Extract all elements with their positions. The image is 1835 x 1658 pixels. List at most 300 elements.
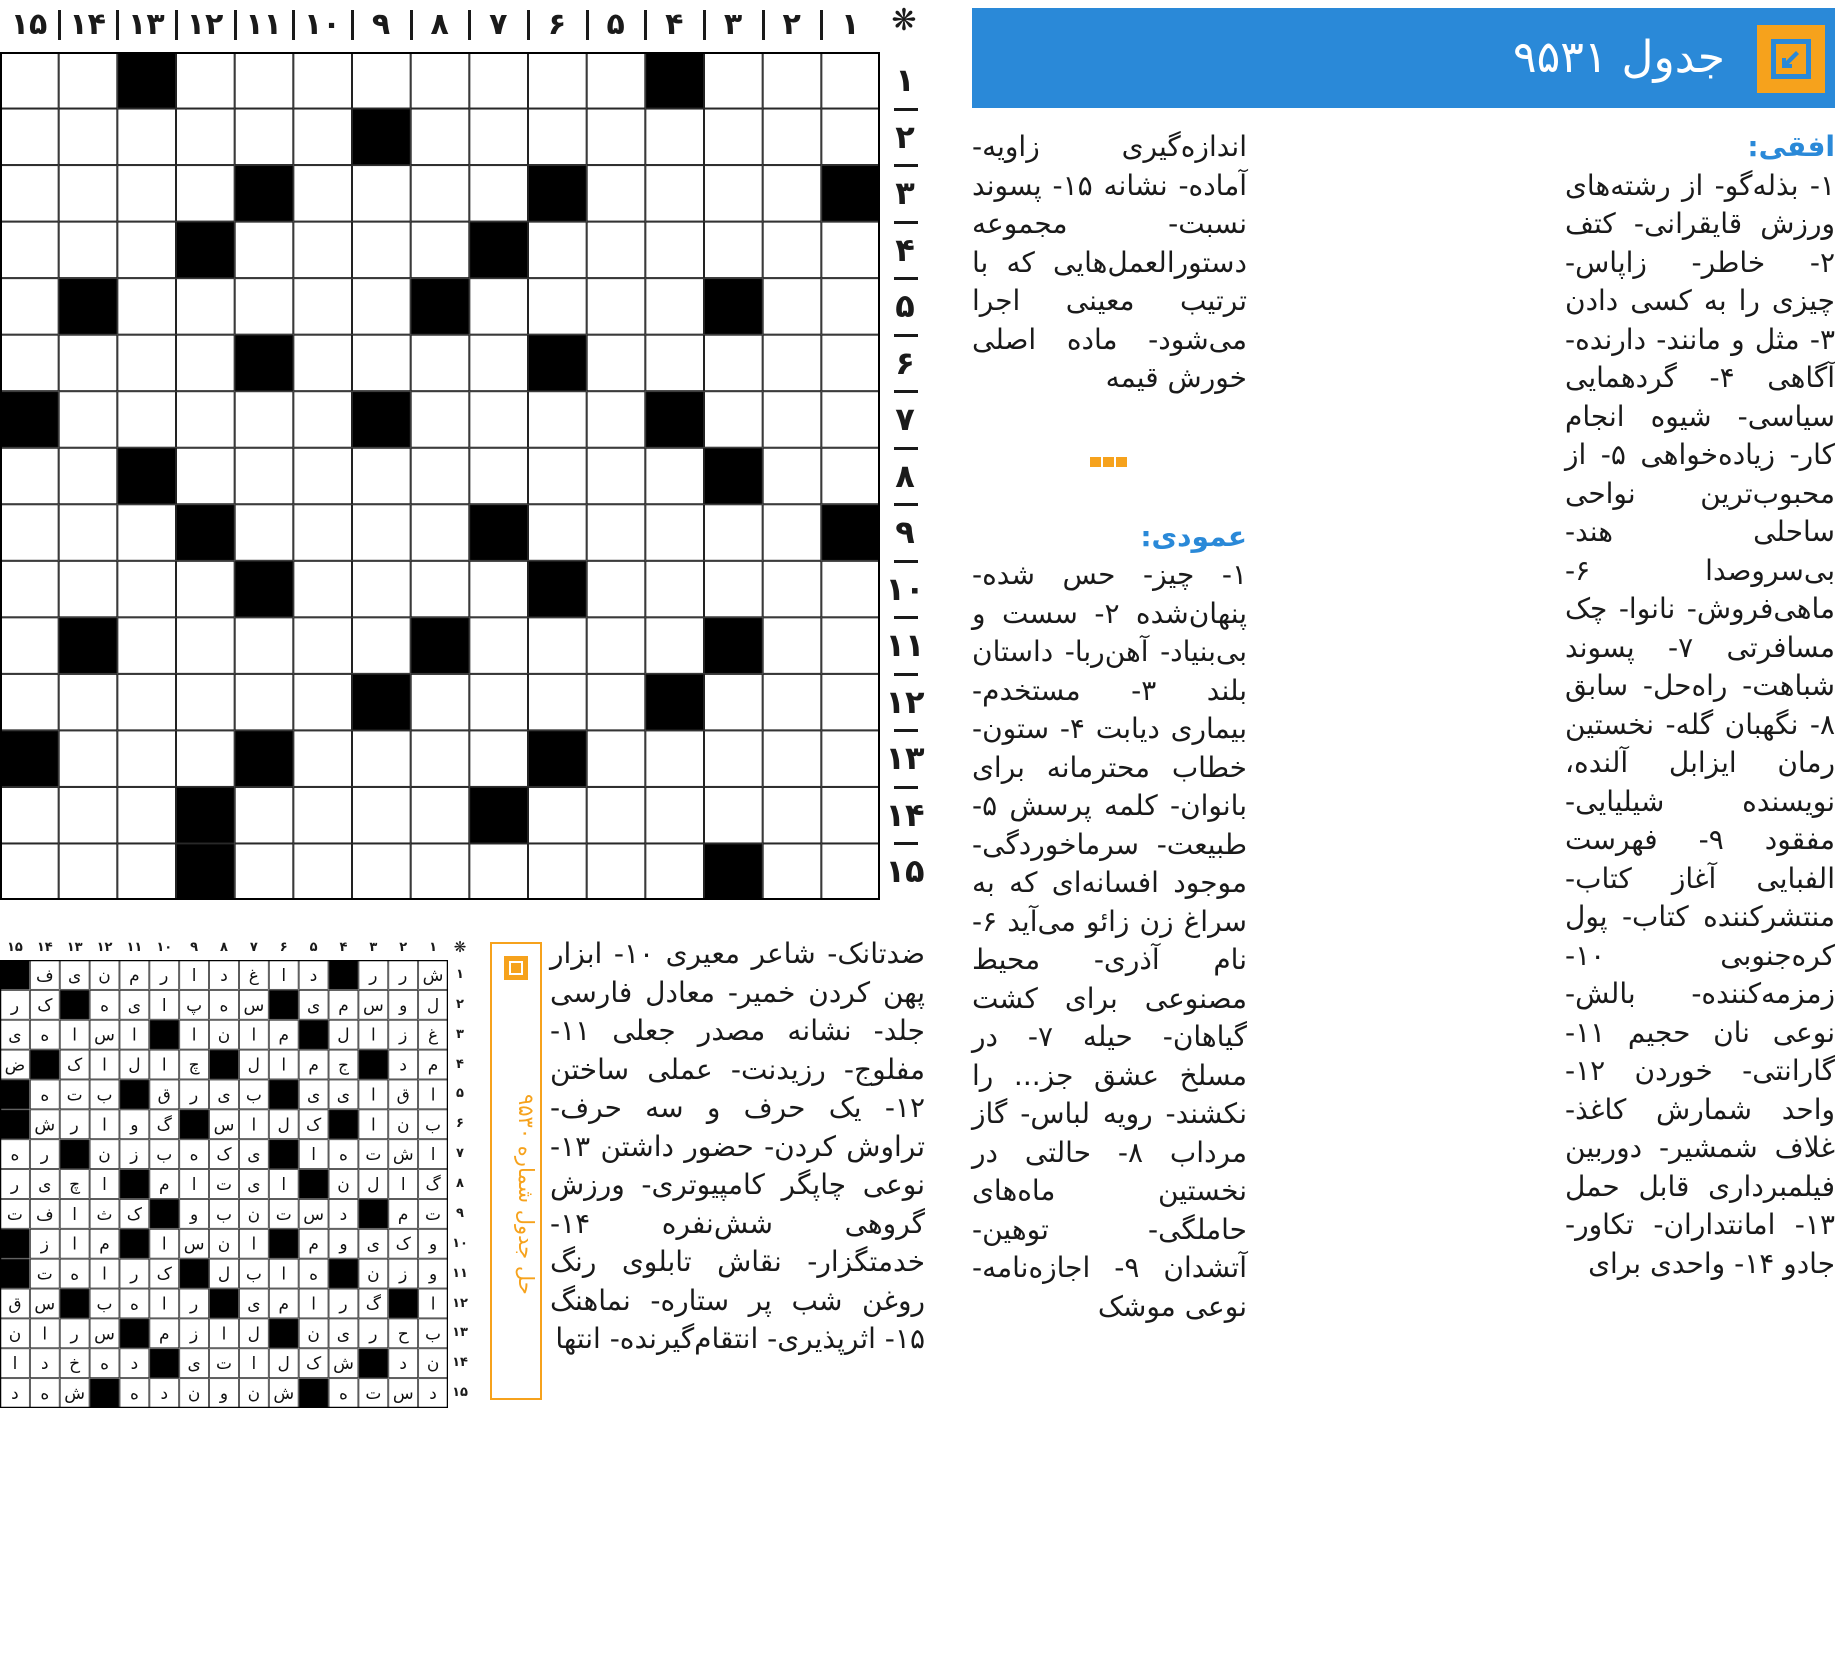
grid-cell[interactable] bbox=[763, 618, 821, 674]
solution-letter: ا bbox=[311, 1145, 316, 1166]
grid-cell[interactable] bbox=[1, 166, 59, 222]
grid-cell[interactable] bbox=[470, 561, 528, 617]
grid-cell[interactable] bbox=[177, 166, 235, 222]
grid-cell[interactable] bbox=[118, 787, 176, 843]
grid-cell[interactable] bbox=[822, 392, 880, 448]
grid-cell[interactable] bbox=[822, 53, 880, 109]
grid-cell[interactable] bbox=[177, 392, 235, 448]
grid-cell[interactable] bbox=[59, 392, 117, 448]
grid-cell[interactable] bbox=[1, 844, 59, 900]
grid-cell[interactable] bbox=[411, 505, 469, 561]
solution-letter: ا bbox=[132, 1025, 137, 1046]
solution-letter: گ bbox=[365, 1294, 381, 1315]
grid-cell[interactable] bbox=[411, 674, 469, 730]
grid-cell[interactable] bbox=[763, 448, 821, 504]
grid-cell[interactable] bbox=[353, 731, 411, 787]
grid-cell[interactable] bbox=[705, 53, 763, 109]
grid-cell[interactable] bbox=[353, 53, 411, 109]
grid-cell[interactable] bbox=[529, 505, 587, 561]
corner-arrow-icon bbox=[504, 956, 528, 980]
grid-cell[interactable] bbox=[177, 335, 235, 391]
column-number: ۳ bbox=[723, 7, 743, 42]
grid-cell[interactable] bbox=[177, 561, 235, 617]
grid-cell[interactable] bbox=[353, 505, 411, 561]
grid-cell[interactable] bbox=[822, 787, 880, 843]
solution-column-number: ۱۳ bbox=[66, 940, 83, 955]
grid-cell[interactable] bbox=[763, 561, 821, 617]
grid-cell[interactable] bbox=[763, 279, 821, 335]
grid-cell[interactable] bbox=[1, 53, 59, 109]
column-separator bbox=[468, 10, 471, 40]
grid-cell[interactable] bbox=[763, 674, 821, 730]
grid-cell[interactable] bbox=[59, 335, 117, 391]
grid-cell[interactable] bbox=[294, 222, 352, 278]
solution-letter: ا bbox=[72, 1025, 78, 1046]
grid-cell[interactable] bbox=[705, 561, 763, 617]
grid-cell[interactable] bbox=[118, 166, 176, 222]
grid-cell[interactable] bbox=[822, 618, 880, 674]
solution-letter: ل bbox=[247, 1055, 261, 1076]
solution-letter: ن bbox=[247, 1384, 261, 1405]
grid-cell[interactable] bbox=[294, 392, 352, 448]
grid-cell[interactable] bbox=[763, 505, 821, 561]
solution-letter: ن bbox=[8, 1324, 22, 1345]
grid-cell[interactable] bbox=[294, 53, 352, 109]
solution-letter: ر bbox=[369, 1324, 378, 1345]
grid-cell[interactable] bbox=[529, 787, 587, 843]
solution-black-cell bbox=[1, 1259, 30, 1288]
grid-cell[interactable] bbox=[59, 505, 117, 561]
row-separator bbox=[894, 334, 918, 337]
black-cell bbox=[470, 222, 528, 278]
column-number: ۹ bbox=[371, 7, 391, 42]
row-number: ۱۲ bbox=[885, 682, 925, 721]
grid-cell[interactable] bbox=[118, 561, 176, 617]
grid-cell[interactable] bbox=[646, 731, 704, 787]
grid-board bbox=[0, 52, 880, 900]
solution-letter: ی bbox=[187, 1354, 201, 1375]
solution-letter: ت bbox=[365, 1145, 382, 1166]
solution-black-cell bbox=[269, 990, 298, 1019]
solution-black-cell bbox=[120, 1319, 149, 1348]
grid-cell[interactable] bbox=[529, 392, 587, 448]
grid-cell[interactable] bbox=[470, 844, 528, 900]
grid-cell[interactable] bbox=[177, 618, 235, 674]
black-cell bbox=[705, 448, 763, 504]
row-number: ۴ bbox=[895, 230, 915, 269]
grid-cell[interactable] bbox=[529, 222, 587, 278]
grid-cell[interactable] bbox=[822, 731, 880, 787]
solution-letter: ت bbox=[275, 1204, 292, 1225]
row-separator bbox=[894, 108, 918, 111]
solution-column-number: ۴ bbox=[339, 940, 348, 955]
grid-cell[interactable] bbox=[646, 279, 704, 335]
grid-cell[interactable] bbox=[235, 109, 293, 165]
solution-letter: د bbox=[160, 1384, 169, 1405]
solution-letter: ی bbox=[336, 1085, 351, 1106]
grid-cell[interactable] bbox=[470, 674, 528, 730]
grid-cell[interactable] bbox=[529, 279, 587, 335]
grid-cell[interactable] bbox=[763, 109, 821, 165]
grid-cell[interactable] bbox=[470, 392, 528, 448]
grid-cell[interactable] bbox=[587, 109, 645, 165]
solution-black-cell bbox=[329, 1259, 358, 1288]
grid-cell[interactable] bbox=[353, 618, 411, 674]
grid-cell[interactable] bbox=[705, 222, 763, 278]
solution-letter: غ bbox=[248, 965, 259, 986]
solution-letter: ق bbox=[8, 1294, 22, 1315]
grid-cell[interactable] bbox=[59, 109, 117, 165]
grid-cell[interactable] bbox=[822, 335, 880, 391]
grid-cell[interactable] bbox=[1, 787, 59, 843]
grid-cell[interactable] bbox=[118, 222, 176, 278]
grid-cell[interactable] bbox=[470, 279, 528, 335]
grid-cell[interactable] bbox=[235, 787, 293, 843]
grid-cell[interactable] bbox=[294, 279, 352, 335]
grid-cell[interactable] bbox=[294, 166, 352, 222]
solution-letter: ز bbox=[399, 1264, 408, 1285]
grid-cell[interactable] bbox=[587, 731, 645, 787]
grid-cell[interactable] bbox=[1, 505, 59, 561]
grid-cell[interactable] bbox=[59, 53, 117, 109]
grid-cell[interactable] bbox=[177, 279, 235, 335]
grid-cell[interactable] bbox=[470, 109, 528, 165]
row-number: ۸ bbox=[895, 456, 915, 495]
grid-cell[interactable] bbox=[587, 674, 645, 730]
solution-column-number: ۱ bbox=[429, 940, 438, 955]
grid-cell[interactable] bbox=[177, 109, 235, 165]
solution-black-cell bbox=[150, 1349, 179, 1378]
grid-cell[interactable] bbox=[587, 222, 645, 278]
grid-cell[interactable] bbox=[529, 674, 587, 730]
grid-cell[interactable] bbox=[294, 561, 352, 617]
solution-letter: ی bbox=[217, 1085, 231, 1106]
grid-cell[interactable] bbox=[177, 731, 235, 787]
grid-cell[interactable] bbox=[353, 222, 411, 278]
grid-cell[interactable] bbox=[118, 674, 176, 730]
black-cell bbox=[177, 222, 235, 278]
black-cell bbox=[235, 561, 293, 617]
solution-letter: ی bbox=[336, 1324, 351, 1345]
solution-row-number: ۱۲ bbox=[452, 1295, 468, 1311]
across-clues-column bbox=[1565, 128, 1835, 1283]
grid-cell[interactable] bbox=[411, 787, 469, 843]
solution-letter: ی bbox=[306, 1085, 321, 1106]
row-separator bbox=[894, 786, 918, 789]
grid-cell[interactable] bbox=[235, 505, 293, 561]
grid-cell[interactable] bbox=[235, 222, 293, 278]
grid-cell[interactable] bbox=[705, 335, 763, 391]
solution-letter: ی bbox=[366, 1234, 380, 1255]
grid-cell[interactable] bbox=[587, 618, 645, 674]
grid-cell[interactable] bbox=[822, 448, 880, 504]
grid-cell[interactable] bbox=[470, 731, 528, 787]
solution-letter: س bbox=[34, 1294, 56, 1315]
grid-cell[interactable] bbox=[294, 731, 352, 787]
solution-row-number: ۱۴ bbox=[452, 1355, 468, 1371]
grid-cell[interactable] bbox=[1, 561, 59, 617]
grid-cell[interactable] bbox=[1, 448, 59, 504]
grid-cell[interactable] bbox=[646, 166, 704, 222]
grid-cell[interactable] bbox=[59, 166, 117, 222]
grid-cell[interactable] bbox=[587, 505, 645, 561]
grid-cell[interactable] bbox=[411, 109, 469, 165]
solution-letter: و bbox=[399, 995, 408, 1016]
black-cell bbox=[529, 335, 587, 391]
solution-black-cell bbox=[359, 1349, 388, 1378]
grid-cell[interactable] bbox=[118, 618, 176, 674]
grid-cell[interactable] bbox=[763, 335, 821, 391]
grid-cell[interactable] bbox=[59, 787, 117, 843]
grid-cell[interactable] bbox=[587, 392, 645, 448]
grid-cell[interactable] bbox=[822, 109, 880, 165]
solution-letter: م bbox=[278, 1294, 289, 1315]
solution-letter: ک bbox=[37, 995, 53, 1016]
solution-black-cell bbox=[60, 1289, 89, 1318]
solution-letter: ت bbox=[36, 1264, 53, 1285]
grid-cell[interactable] bbox=[705, 787, 763, 843]
solution-letter: س bbox=[243, 995, 265, 1016]
grid-cell[interactable] bbox=[705, 392, 763, 448]
black-cell bbox=[411, 618, 469, 674]
grid-cell[interactable] bbox=[587, 561, 645, 617]
grid-cell[interactable] bbox=[59, 731, 117, 787]
black-cell bbox=[705, 279, 763, 335]
solution-letter: ک bbox=[305, 1115, 322, 1136]
solution-letter: گ bbox=[156, 1115, 172, 1136]
grid-cell[interactable] bbox=[1, 618, 59, 674]
row-number: ۲ bbox=[895, 117, 915, 156]
solution-letter: ا bbox=[42, 1324, 48, 1345]
grid-cell[interactable] bbox=[59, 448, 117, 504]
grid-cell[interactable] bbox=[646, 109, 704, 165]
solution-letter: ا bbox=[251, 1354, 257, 1375]
grid-cell[interactable] bbox=[353, 561, 411, 617]
grid-cell[interactable] bbox=[411, 335, 469, 391]
solution-letter: س bbox=[213, 1115, 235, 1136]
grid-cell[interactable] bbox=[1, 674, 59, 730]
grid-cell[interactable] bbox=[353, 844, 411, 900]
grid-cell[interactable] bbox=[646, 448, 704, 504]
grid-cell[interactable] bbox=[1, 222, 59, 278]
solution-letter: ش bbox=[392, 1145, 414, 1166]
down-clues-continued: ضدتانک- شاعر معیری ۱۰- ابزار پهن کردن خمیر- معادل فارسی جلد- نشانه مصدر جعلی ۱۱- مفلوج- رزیدنت- عملی ساختن ۱۲- یک حرف و سه حرف- تراوش کردن- حضور داشتن ۱۳- نوعی چاپگر کامپیوتری- ورزش گروهی شش‌نفره ۱۴- خدمتگزار- نقاش تابلوی رنگ روغن شب پر ستاره- نماهنگ ۱۵- اثرپذیری- انتقام‌گیرنده- انتها bbox=[550, 937, 925, 1355]
grid-cell[interactable] bbox=[1, 279, 59, 335]
grid-cell[interactable] bbox=[763, 844, 821, 900]
grid-cell[interactable] bbox=[294, 618, 352, 674]
grid-cell[interactable] bbox=[587, 279, 645, 335]
grid-cell[interactable] bbox=[646, 335, 704, 391]
grid-cell[interactable] bbox=[646, 844, 704, 900]
grid-cell[interactable] bbox=[705, 166, 763, 222]
grid-cell[interactable] bbox=[118, 844, 176, 900]
solution-letter: ی bbox=[247, 1145, 261, 1166]
grid-cell[interactable] bbox=[529, 109, 587, 165]
grid-cell[interactable] bbox=[235, 279, 293, 335]
grid-cell[interactable] bbox=[470, 618, 528, 674]
row-numbers bbox=[880, 52, 930, 900]
grid-cell[interactable] bbox=[118, 392, 176, 448]
solution-black-cell bbox=[120, 1229, 149, 1258]
grid-cell[interactable] bbox=[763, 166, 821, 222]
solution-letter: ن bbox=[98, 1145, 111, 1166]
grid-cell[interactable] bbox=[294, 844, 352, 900]
solution-grid bbox=[0, 938, 472, 1408]
column-number: ۲ bbox=[782, 7, 801, 42]
solution-letter: ی bbox=[68, 965, 82, 986]
grid-cell[interactable] bbox=[235, 448, 293, 504]
grid-cell[interactable] bbox=[59, 561, 117, 617]
grid-cell[interactable] bbox=[529, 448, 587, 504]
solution-letter: پ bbox=[186, 995, 203, 1016]
solution-black-cell bbox=[120, 1080, 149, 1109]
grid-cell[interactable] bbox=[353, 448, 411, 504]
grid-cell[interactable] bbox=[411, 731, 469, 787]
grid-cell[interactable] bbox=[822, 222, 880, 278]
grid-cell[interactable] bbox=[705, 505, 763, 561]
grid-cell[interactable] bbox=[411, 392, 469, 448]
grid-cell[interactable] bbox=[59, 222, 117, 278]
solution-letter: د bbox=[429, 1384, 437, 1405]
grid-cell[interactable] bbox=[763, 392, 821, 448]
solution-letter: ب bbox=[425, 1115, 442, 1136]
grid-cell[interactable] bbox=[587, 166, 645, 222]
solution-letter: ا bbox=[102, 1055, 107, 1076]
grid-cell[interactable] bbox=[587, 448, 645, 504]
black-cell bbox=[177, 505, 235, 561]
grid-cell[interactable] bbox=[529, 844, 587, 900]
grid-cell[interactable] bbox=[587, 53, 645, 109]
grid-cell[interactable] bbox=[235, 674, 293, 730]
solution-column-numbers bbox=[0, 938, 472, 958]
grid-cell[interactable] bbox=[177, 448, 235, 504]
grid-cell[interactable] bbox=[822, 844, 880, 900]
solution-letter: م bbox=[308, 1055, 319, 1076]
row-number: ۱۴ bbox=[885, 795, 925, 834]
grid-cell[interactable] bbox=[294, 109, 352, 165]
solution-letter: ن bbox=[426, 1354, 440, 1375]
solution-letter: ا bbox=[72, 1204, 78, 1225]
solution-letter: ب bbox=[425, 1324, 442, 1345]
row-number: ۱۳ bbox=[885, 739, 925, 778]
grid-cell[interactable] bbox=[411, 53, 469, 109]
column-separator bbox=[820, 10, 823, 40]
black-cell bbox=[646, 674, 704, 730]
grid-cell[interactable] bbox=[353, 335, 411, 391]
solution-black-cell bbox=[150, 1199, 179, 1228]
grid-cell[interactable] bbox=[294, 787, 352, 843]
grid-cell[interactable] bbox=[235, 844, 293, 900]
grid-cell[interactable] bbox=[118, 335, 176, 391]
grid-cell[interactable] bbox=[470, 166, 528, 222]
grid-cell[interactable] bbox=[59, 674, 117, 730]
grid-cell[interactable] bbox=[235, 53, 293, 109]
grid-cell[interactable] bbox=[294, 335, 352, 391]
grid-cell[interactable] bbox=[235, 618, 293, 674]
grid-cell[interactable] bbox=[822, 674, 880, 730]
grid-cell[interactable] bbox=[294, 448, 352, 504]
black-cell bbox=[822, 505, 880, 561]
black-cell bbox=[646, 53, 704, 109]
row-number: ۷ bbox=[895, 400, 915, 439]
black-cell bbox=[235, 166, 293, 222]
grid-cell[interactable] bbox=[235, 392, 293, 448]
grid-cell[interactable] bbox=[822, 279, 880, 335]
grid-cell[interactable] bbox=[177, 53, 235, 109]
grid-cell[interactable] bbox=[705, 674, 763, 730]
grid-cell[interactable] bbox=[353, 279, 411, 335]
solution-letter: ب bbox=[215, 1204, 233, 1225]
grid-cell[interactable] bbox=[118, 109, 176, 165]
grid-cell[interactable] bbox=[59, 844, 117, 900]
grid-cell[interactable] bbox=[470, 335, 528, 391]
black-cell bbox=[646, 392, 704, 448]
solution-letter: ف bbox=[35, 965, 54, 986]
column-separator bbox=[234, 10, 237, 40]
grid-cell[interactable] bbox=[411, 561, 469, 617]
grid-cell[interactable] bbox=[470, 53, 528, 109]
grid-cell[interactable] bbox=[646, 505, 704, 561]
grid-cell[interactable] bbox=[1, 109, 59, 165]
grid-cell[interactable] bbox=[587, 335, 645, 391]
grid-cell[interactable] bbox=[411, 222, 469, 278]
grid-cell[interactable] bbox=[587, 844, 645, 900]
grid-cell[interactable] bbox=[529, 53, 587, 109]
grid-cell[interactable] bbox=[411, 448, 469, 504]
grid-cell[interactable] bbox=[822, 561, 880, 617]
grid-cell[interactable] bbox=[353, 166, 411, 222]
grid-cell[interactable] bbox=[705, 731, 763, 787]
row-number: ۹ bbox=[895, 513, 915, 552]
grid-cell[interactable] bbox=[587, 787, 645, 843]
solution-black-cell bbox=[1, 1229, 30, 1258]
grid-cell[interactable] bbox=[118, 279, 176, 335]
grid-cell[interactable] bbox=[353, 787, 411, 843]
solution-letter: ل bbox=[277, 1115, 290, 1136]
grid-cell[interactable] bbox=[646, 618, 704, 674]
column-number: ۱۵ bbox=[10, 7, 48, 42]
grid-cell[interactable] bbox=[763, 53, 821, 109]
solution-letter: د bbox=[220, 965, 228, 986]
grid-cell[interactable] bbox=[529, 618, 587, 674]
grid-cell[interactable] bbox=[294, 505, 352, 561]
solution-letter: ر bbox=[160, 965, 169, 986]
grid-cell[interactable] bbox=[470, 448, 528, 504]
grid-cell[interactable] bbox=[763, 787, 821, 843]
column-separator bbox=[175, 10, 178, 40]
grid-cell[interactable] bbox=[411, 166, 469, 222]
grid-cell[interactable] bbox=[177, 674, 235, 730]
grid-cell[interactable] bbox=[763, 222, 821, 278]
solution-letter: ر bbox=[40, 1145, 49, 1166]
solution-black-cell bbox=[210, 1050, 239, 1079]
grid-cell[interactable] bbox=[118, 505, 176, 561]
solution-row-number: ۳ bbox=[456, 1026, 464, 1042]
grid-cell[interactable] bbox=[646, 222, 704, 278]
grid-cell[interactable] bbox=[118, 731, 176, 787]
solution-letter: ا bbox=[281, 965, 287, 986]
grid-cell[interactable] bbox=[646, 787, 704, 843]
solution-column-number: ۱۵ bbox=[6, 940, 23, 955]
grid-cell[interactable] bbox=[705, 109, 763, 165]
column-separator bbox=[644, 10, 647, 40]
grid-cell[interactable] bbox=[763, 731, 821, 787]
grid-cell[interactable] bbox=[294, 674, 352, 730]
grid-cell[interactable] bbox=[646, 561, 704, 617]
grid-cell[interactable] bbox=[1, 335, 59, 391]
grid-cell[interactable] bbox=[411, 844, 469, 900]
solution-letter: ش bbox=[64, 1384, 86, 1405]
